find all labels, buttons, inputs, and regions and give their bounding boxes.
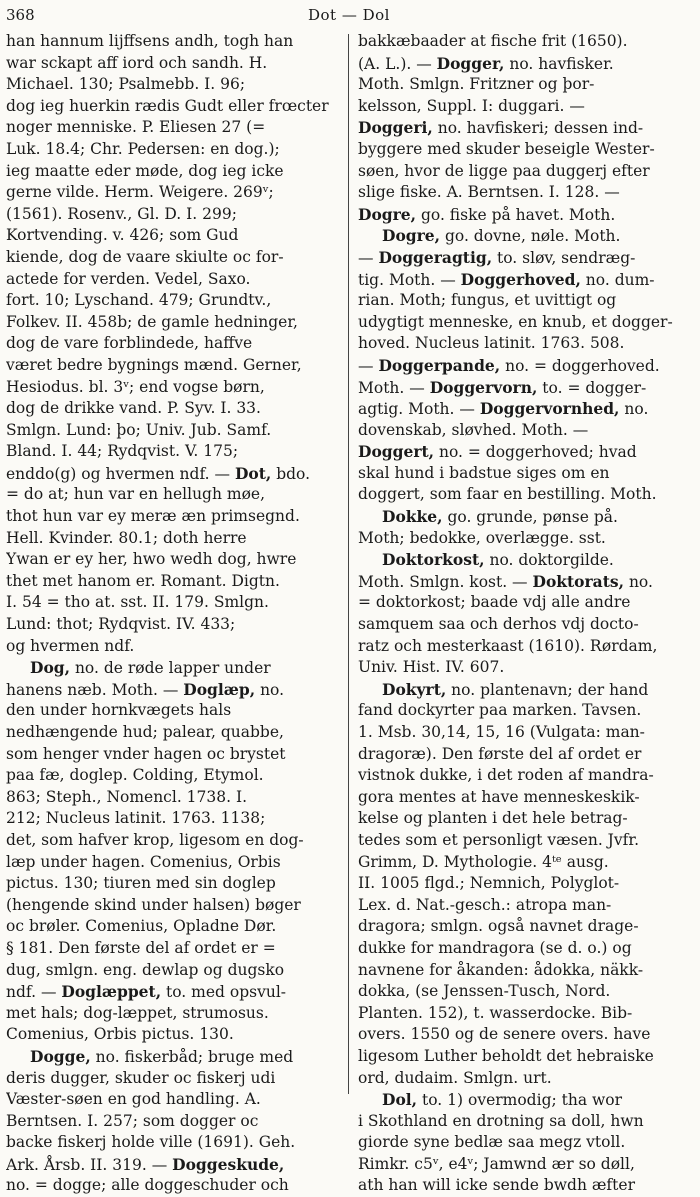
line-text: som henger vnder hagen oc brystet — [6, 744, 286, 763]
line-text: Folkev. II. 458b; de gamle hedninger, — [6, 312, 298, 331]
left-column-text-line — [6, 614, 342, 636]
left-column-text-line — [6, 1132, 342, 1154]
headword: Dokke, — [382, 507, 443, 527]
line-text: udygtigt menneske, en knub, et dogger- — [358, 312, 673, 331]
line-text-after-headword: no. = doggerhoved. — [500, 356, 660, 375]
left-column-text-line — [6, 182, 342, 204]
line-text: gerne vilde. Herm. Weigere. 269ᵛ; — [6, 183, 274, 202]
line-text: thet met hanom er. Romant. Digtn. — [6, 571, 280, 590]
left-column-text-line — [6, 528, 342, 550]
right-column-text-line — [358, 161, 692, 183]
left-column-text-line — [6, 636, 342, 658]
line-text: søen, hvor de ligge paa duggerj efter — [358, 161, 650, 180]
headword: Doktorats, — [532, 571, 625, 591]
left-column-text-line — [6, 463, 342, 485]
line-text: Ywan er ey her, hwo wedh dog, hwre — [6, 550, 297, 569]
headword: Doktorkost, — [382, 550, 485, 570]
line-text: ligesom Luther beholdt det hebraiske — [358, 1046, 654, 1065]
line-text: dog de vare forblindede, haffve — [6, 334, 253, 353]
line-text: kiende, dog de vaare skiulte oc for- — [6, 247, 284, 266]
line-text: Lex. d. Nat.-gesch.: atropa man- — [358, 895, 612, 914]
line-text: ratz och mesterkaast (1610). Rørdam, — [358, 636, 658, 655]
line-text: noger menniske. P. Eliesen 27 (= — [6, 118, 266, 137]
headword: Dogger, — [436, 53, 505, 73]
right-column-text-line — [358, 830, 692, 852]
right-column-text-line — [358, 1089, 692, 1111]
line-text: dukke for mandragora (se d. o.) og — [358, 938, 632, 957]
line-text: været bedre bygnings mænd. Gerner, — [6, 355, 302, 374]
right-column-text-line — [358, 895, 692, 917]
line-text: pictus. 130; tiuren med sin doglep — [6, 874, 276, 893]
right-column-text-line — [358, 657, 692, 679]
left-column-text-line — [6, 53, 342, 75]
right-column-text-line — [358, 377, 692, 399]
right-column-text-line — [358, 1154, 692, 1176]
line-text: 1. Msb. 30,14, 15, 16 (Vulgata: man- — [358, 723, 645, 741]
headword: Doggeri, — [358, 118, 433, 138]
left-column-text-line — [6, 204, 342, 226]
left-column-text-line — [6, 225, 342, 247]
line-text-after-headword: to. sløv, sendræg- — [492, 248, 636, 267]
left-column-text-line — [6, 1068, 342, 1090]
right-column-text-line — [358, 398, 692, 420]
line-text-after-headword: no. plantenavn; der hand — [446, 680, 649, 699]
line-text: — — [358, 248, 379, 267]
left-column-text-line — [6, 355, 342, 377]
left-column-text-line — [6, 657, 342, 679]
line-text: deris dugger, skuder oc fiskerj udi — [6, 1068, 276, 1087]
line-text-after-headword: go. grunde, pønse på. — [442, 508, 618, 527]
running-head: Dot — Dol — [308, 6, 390, 24]
left-column-text-line — [6, 549, 342, 571]
line-text-after-headword: no. — [255, 680, 285, 699]
left-column-text-line — [6, 1024, 342, 1046]
line-text-after-headword: no. havfisker. — [504, 54, 614, 73]
line-text: dog ieg huerkin rædis Gudt eller frœcter — [6, 96, 329, 115]
line-text: den under hornkvægets hals — [6, 701, 232, 720]
right-column-text-line — [358, 808, 692, 830]
left-column-text-line — [6, 700, 342, 722]
line-text: (hengende skind under halsen) bøger — [6, 895, 301, 914]
line-text: (A. L.). — — [358, 54, 437, 73]
right-column-text-line — [358, 700, 692, 722]
left-column-text-line — [6, 1154, 342, 1176]
left-column-text-line — [6, 420, 342, 442]
line-text: hanens næb. Moth. — — [6, 680, 184, 699]
line-text: Hesiodus. bl. 3ᵛ; end vogse børn, — [6, 377, 265, 396]
left-column-text-line — [6, 1089, 342, 1111]
left-column-text-line — [6, 117, 342, 139]
right-column-text-line — [358, 938, 692, 960]
line-text-after-headword: no. fiskerbåd; bruge med — [90, 1047, 294, 1066]
line-text-after-headword: to. med opsvul- — [161, 983, 287, 1002]
line-text: Rimkr. c5ᵛ, e4ᵛ; Jamwnd ær so døll, — [358, 1154, 635, 1173]
left-column-text-line — [6, 139, 342, 161]
right-column-text-line — [358, 549, 692, 571]
left-column-text-line — [6, 161, 342, 183]
left-column-text-line — [6, 441, 342, 463]
line-text: Michael. 130; Psalmebb. I. 96; — [6, 75, 246, 94]
headword: Doggeskude, — [172, 1154, 285, 1174]
headword: Doggerhoved, — [460, 269, 581, 289]
line-text: war sckapt aff iord och sandh. H. — [6, 53, 268, 72]
line-text: = do at; hun var en hellugh møe, — [6, 485, 266, 504]
line-text: — — [358, 356, 379, 375]
right-column-text-line — [358, 636, 692, 658]
headword: Doggerpande, — [378, 355, 501, 375]
line-text-after-headword: no. doktorgilde. — [484, 551, 614, 570]
line-text: slige fiske. A. Berntsen. I. 128. — — [358, 183, 620, 202]
left-column-text-line — [6, 1111, 342, 1133]
line-text: dokka, (se Jenssen-Tusch, Nord. — [358, 982, 611, 1001]
line-text: ndf. — — [6, 983, 62, 1002]
left-column-text-line — [6, 96, 342, 118]
left-column-text-line — [6, 916, 342, 938]
line-text: Planten. 152), t. wasserdocke. Bib- — [358, 1003, 633, 1022]
line-text: Væster-søen en god handling. A. — [6, 1090, 261, 1109]
line-text: agtig. Moth. — — [358, 400, 480, 419]
right-column-text-line — [358, 31, 692, 53]
line-text: samquem saa och derhos vdj docto- — [358, 615, 639, 634]
right-column-text-line — [358, 744, 692, 766]
right-column-text-line — [358, 74, 692, 96]
left-column-text-line — [6, 722, 342, 744]
line-text: kelse og planten i det hele betrag- — [358, 809, 628, 828]
left-column-text-line — [6, 1175, 342, 1197]
column-divider — [348, 34, 349, 1094]
right-column-text-line — [358, 1175, 692, 1197]
headword: Doggert, — [358, 442, 435, 462]
line-text: Luk. 18.4; Chr. Pedersen: en dog.); — [6, 139, 280, 158]
line-text: nedhængende hud; palear, quabbe, — [6, 723, 284, 741]
right-column-text-line — [358, 787, 692, 809]
line-text-after-headword: no. — [624, 572, 653, 591]
left-column-text-line — [6, 290, 342, 312]
line-text: Moth. — — [358, 378, 430, 397]
left-column-text-line — [6, 377, 342, 399]
headword: Doglæp, — [183, 679, 256, 699]
right-column-text-line — [358, 204, 692, 226]
line-text: ord, dudaim. Smlgn. urt. — [358, 1068, 552, 1087]
line-text: 863; Steph., Nomencl. 1738. I. — [6, 787, 248, 806]
right-column-text-line — [358, 679, 692, 701]
left-column-text-line — [6, 1046, 342, 1068]
left-column-text-line — [6, 571, 342, 593]
left-column-text-line — [6, 787, 342, 809]
headword: Dot, — [234, 463, 272, 483]
left-column-text-line — [6, 269, 342, 291]
left-column-text-line — [6, 592, 342, 614]
left-column-text-line — [6, 938, 342, 960]
line-text: byggere med skuder beseigle Wester- — [358, 139, 655, 158]
line-text: det, som hafver krop, ligesom en dog- — [6, 830, 304, 849]
line-text-after-headword: go. fiske på havet. Moth. — [416, 205, 616, 224]
right-column-text-line — [358, 333, 692, 355]
line-text: ath han will icke sende bwdh æfter — [358, 1176, 635, 1195]
line-text: gora mentes at have menneskeskik- — [358, 787, 640, 806]
line-text: Moth; bedokke, overlægge. sst. — [358, 528, 606, 547]
line-text: enddo(g) og hvermen ndf. — — [6, 464, 235, 483]
line-text: i Skothland en drotning sa doll, hwn — [358, 1111, 644, 1130]
line-text: oc brøler. Comenius, Opladne Dør. — [6, 917, 277, 936]
headword: Dogre, — [358, 204, 417, 224]
left-column-text-line — [6, 895, 342, 917]
right-column-text-line — [358, 96, 692, 118]
left-column-text-line — [6, 247, 342, 269]
line-text: dog de drikke vand. P. Syv. I. 33. — [6, 399, 261, 418]
line-text-after-headword: to. = dogger- — [537, 378, 647, 397]
right-column-text-line — [358, 571, 692, 593]
line-text: tig. Moth. — — [358, 270, 461, 289]
right-column-text-line — [358, 53, 692, 75]
line-text: Univ. Hist. IV. 607. — [358, 658, 505, 677]
left-column-text-line — [6, 744, 342, 766]
left-column-text-line — [6, 765, 342, 787]
line-text: giorde syne bedlæ saa megz vtoll. — [358, 1133, 626, 1152]
right-column-text-line — [358, 225, 692, 247]
right-column-text-line — [358, 614, 692, 636]
right-column-text-line — [358, 117, 692, 139]
right-column-text-line — [358, 420, 692, 442]
right-column-text-line — [358, 247, 692, 269]
left-column-text-line — [6, 398, 342, 420]
right-column-text-line — [358, 765, 692, 787]
line-text: thot hun var ey meræ æn primsegnd. — [6, 507, 300, 526]
line-text: rian. Moth; fungus, et uvittigt og — [358, 291, 617, 310]
right-column-text-line — [358, 182, 692, 204]
line-text: Ark. Årsb. II. 319. — — [6, 1155, 173, 1174]
right-column-text-line — [358, 916, 692, 938]
headword: Doglæppet, — [61, 982, 162, 1002]
line-text: = doktorkost; baade vdj alle andre — [358, 593, 631, 612]
line-text: II. 1005 flgd.; Nemnich, Polyglot- — [358, 874, 620, 893]
headword: Dogge, — [30, 1046, 91, 1066]
right-column-text-line — [358, 484, 692, 506]
line-text: no. = dogge; alle doggeschuder och — [6, 1176, 289, 1195]
right-column-text-line — [358, 592, 692, 614]
right-column-text-line — [358, 1132, 692, 1154]
left-column-text-line — [6, 852, 342, 874]
line-text: 212; Nucleus latinit. 1763. 1138; — [6, 809, 266, 828]
left-column-text-line — [6, 960, 342, 982]
right-column-text-line — [358, 290, 692, 312]
line-text: Hell. Kvinder. 80.1; doth herre — [6, 528, 247, 547]
line-text: dragora; smlgn. også navnet drage- — [358, 917, 639, 936]
right-column — [358, 31, 692, 1197]
line-text: navnene for åkanden: ådokka, näkk- — [358, 960, 644, 979]
line-text: fort. 10; Lyschand. 479; Grundtv., — [6, 291, 272, 310]
line-text: I. 54 = tho at. sst. II. 179. Smlgn. — [6, 593, 269, 612]
line-text: kelsson, Suppl. I: duggari. — — [358, 96, 585, 115]
line-text: (1561). Rosenv., Gl. D. I. 299; — [6, 204, 237, 223]
right-column-text-line — [358, 1003, 692, 1025]
right-column-text-line — [358, 312, 692, 334]
line-text: og hvermen ndf. — [6, 636, 135, 655]
line-text-after-headword: bdo. — [271, 464, 311, 483]
line-text: vistnok dukke, i det roden af mandra- — [358, 766, 654, 785]
line-text: Bland. I. 44; Rydqvist. V. 175; — [6, 442, 239, 461]
right-column-text-line — [358, 1111, 692, 1133]
line-text: skal hund i badstue siges om en — [358, 463, 610, 482]
line-text: tedes som et personligt væsen. Jvfr. — [358, 830, 640, 849]
right-column-text-line — [358, 1024, 692, 1046]
line-text: Comenius, Orbis pictus. 130. — [6, 1025, 234, 1044]
left-column-text-line — [6, 981, 342, 1003]
left-column-text-line — [6, 484, 342, 506]
left-column-text-line — [6, 333, 342, 355]
line-text: ieg maatte eder møde, dog ieg icke — [6, 161, 284, 180]
headword: Doggervornhed, — [479, 399, 620, 419]
right-column-text-line — [358, 269, 692, 291]
line-text: backe fiskerj holde ville (1691). Geh. — [6, 1133, 296, 1152]
line-text: dragoræ). Den første del af ordet er — [358, 744, 642, 763]
headword: Dokyrt, — [382, 679, 447, 699]
line-text-after-headword: no. = doggerhoved; hvad — [434, 443, 637, 462]
headword: Dogre, — [382, 226, 441, 246]
line-text: læp under hagen. Comenius, Orbis — [6, 852, 281, 871]
line-text: Berntsen. I. 257; som dogger oc — [6, 1111, 259, 1130]
right-column-text-line — [358, 528, 692, 550]
right-column-text-line — [358, 852, 692, 874]
line-text-after-headword: go. dovne, nøle. Moth. — [440, 227, 621, 246]
right-column-text-line — [358, 441, 692, 463]
line-text: han hannum lijffsens andh, togh han — [6, 32, 294, 50]
line-text: bakkæbaader at fische frit (1650). — [358, 32, 628, 50]
right-column-text-line — [358, 873, 692, 895]
left-column — [6, 31, 342, 1197]
left-column-text-line — [6, 1003, 342, 1025]
right-column-text-line — [358, 463, 692, 485]
line-text: Moth. Smlgn. kost. — — [358, 572, 533, 591]
line-text: actede for verden. Vedel, Saxo. — [6, 269, 251, 288]
line-text: overs. 1550 og de senere overs. have — [358, 1025, 651, 1044]
right-column-text-line — [358, 139, 692, 161]
line-text: dug, smlgn. eng. dewlap og dugsko — [6, 960, 285, 979]
right-column-text-line — [358, 960, 692, 982]
line-text: Grimm, D. Mythologie. 4ᵗᵉ ausg. — [358, 852, 609, 871]
line-text: met hals; dog-læppet, strumosus. — [6, 1003, 269, 1022]
right-column-text-line — [358, 1068, 692, 1090]
left-column-text-line — [6, 31, 342, 53]
left-column-text-line — [6, 679, 342, 701]
page-number: 368 — [6, 6, 35, 24]
headword: Doggeragtig, — [378, 247, 493, 267]
line-text-after-headword: no. — [619, 400, 649, 419]
line-text: paa fæ, doglep. Colding, Etymol. — [6, 766, 264, 785]
line-text-after-headword: to. 1) overmodig; tha wor — [417, 1091, 623, 1110]
line-text: doggert, som faar en bestilling. Moth. — [358, 485, 657, 504]
line-text: dovenskab, sløvhed. Moth. — — [358, 420, 589, 439]
left-column-text-line — [6, 506, 342, 528]
line-text: Smlgn. Lund: þo; Univ. Jub. Samf. — [6, 420, 272, 439]
right-column-text-line — [358, 1046, 692, 1068]
line-text-after-headword: no. de røde lapper under — [70, 659, 271, 678]
left-column-text-line — [6, 873, 342, 895]
headword: Dog, — [30, 658, 71, 678]
right-column-text-line — [358, 722, 692, 744]
headword: Doggervorn, — [429, 377, 538, 397]
right-column-text-line — [358, 981, 692, 1003]
headword: Dol, — [382, 1090, 418, 1110]
line-text-after-headword: no. dum- — [580, 270, 655, 289]
line-text: Moth. Smlgn. Fritzner og þor- — [358, 75, 595, 94]
line-text-after-headword: no. havfiskeri; dessen ind- — [432, 119, 644, 138]
left-column-text-line — [6, 74, 342, 96]
left-column-text-line — [6, 830, 342, 852]
line-text: Lund: thot; Rydqvist. IV. 433; — [6, 615, 236, 634]
line-text: § 181. Den første del af ordet er = — [6, 938, 276, 957]
right-column-text-line — [358, 355, 692, 377]
line-text: hoved. Nucleus latinit. 1763. 508. — [358, 334, 625, 353]
left-column-text-line — [6, 312, 342, 334]
line-text: fand dockyrter paa marken. Tavsen. — [358, 701, 642, 720]
page-header — [6, 6, 692, 28]
right-column-text-line — [358, 506, 692, 528]
left-column-text-line — [6, 808, 342, 830]
line-text: Kortvending. v. 426; som Gud — [6, 226, 239, 245]
